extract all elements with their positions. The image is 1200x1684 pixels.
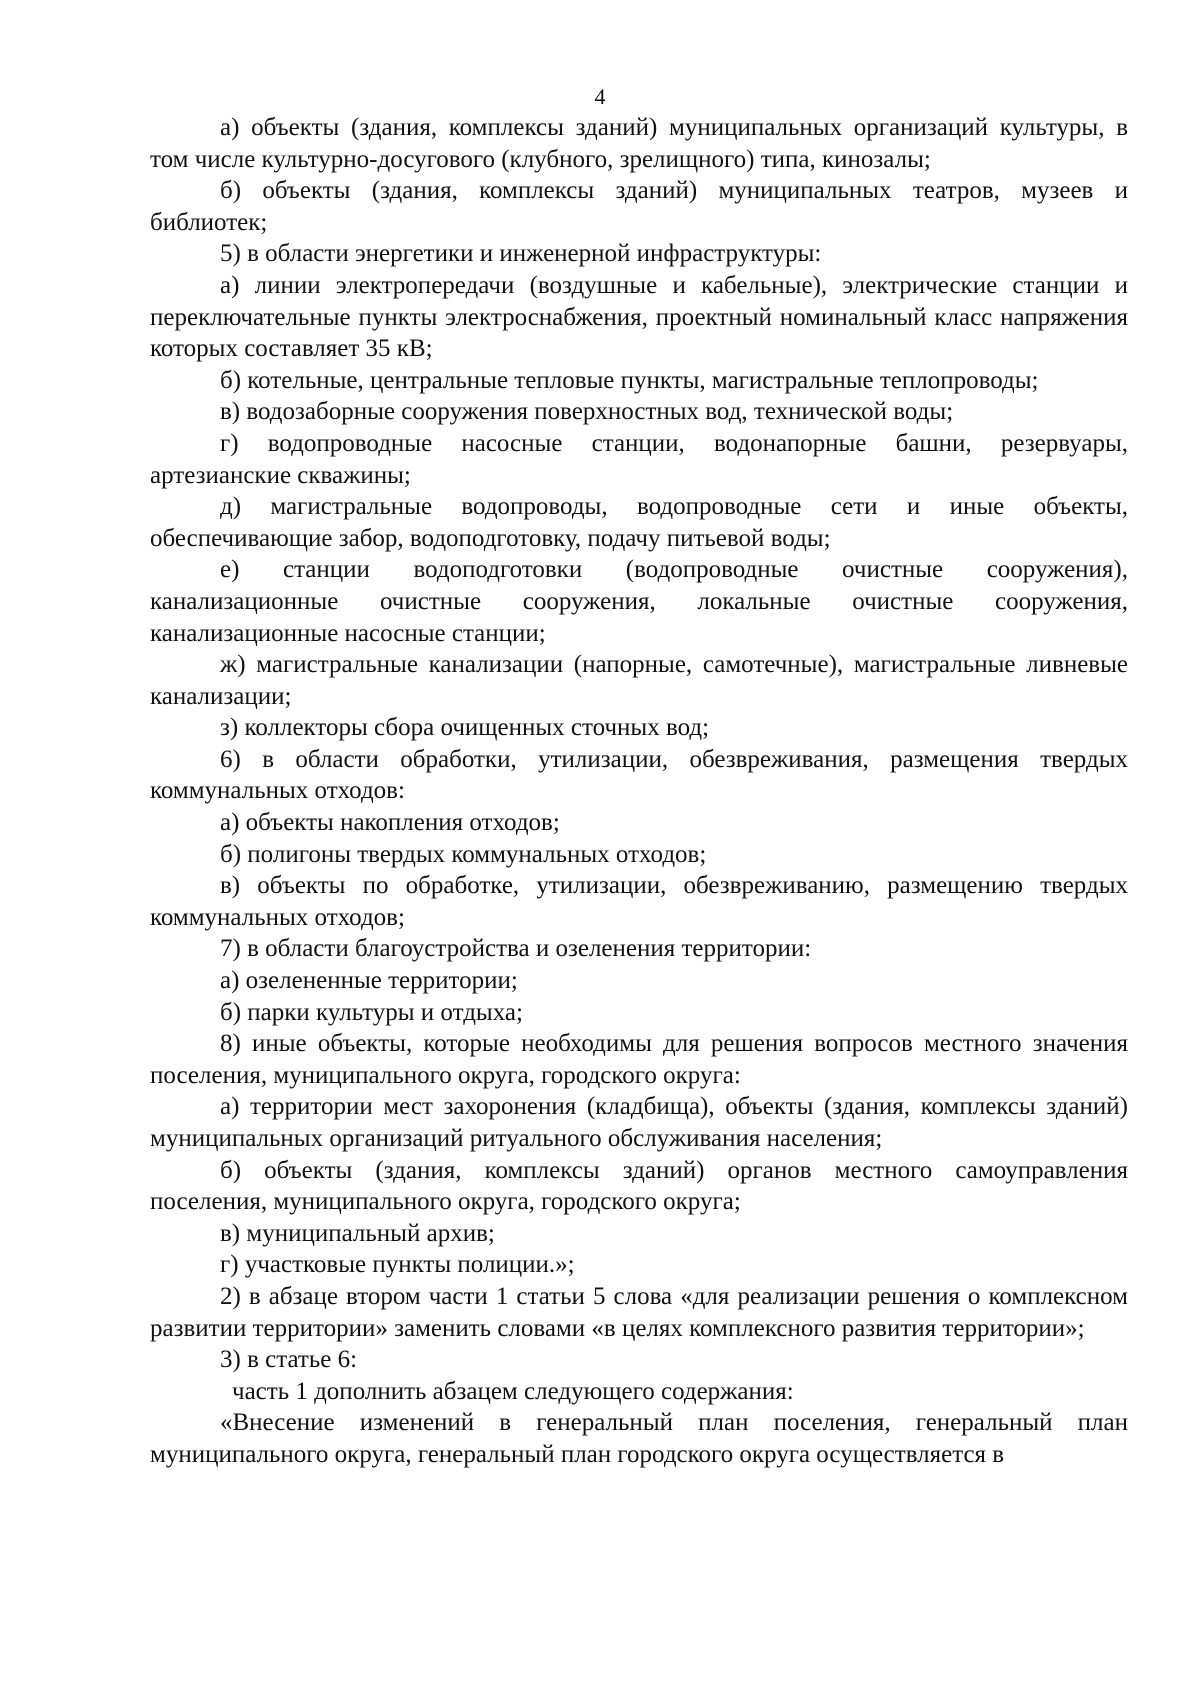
paragraph-4b-theatres-museums: б) объекты (здания, комплексы зданий) муниципальных театров, музеев и библиотек; <box>150 177 1128 236</box>
paragraph-8a-cemeteries: а) территории мест захоронения (кладбища), объекты (здания, комплексы зданий) муниципальных организаций ритуального обслуживания населения; <box>150 1093 1128 1152</box>
paragraph-general-plan-changes: «Внесение изменений в генеральный план поселения, генеральный план муниципального округа, генеральный план городского округа осуществляется в <box>150 1409 1128 1468</box>
paragraph-6b-landfills: б) полигоны твердых коммунальных отходов; <box>220 840 707 868</box>
paragraph-6v-waste-processing: в) объекты по обработке, утилизации, обезвреживанию, размещению твердых коммунальных отходов; <box>150 872 1128 931</box>
paragraph-3-article-6: 3) в статье 6: <box>220 1346 358 1374</box>
paragraph-5a-power-lines: а) линии электропередачи (воздушные и кабельные), электрические станции и переключательные пункты электроснабжения, проектный номинальный класс напряжения которых составляет 35 кВ; <box>150 271 1128 363</box>
document-body <box>150 112 1128 1471</box>
paragraph-8b-local-government: б) объекты (здания, комплексы зданий) органов местного самоуправления поселения, муниципального округа, городского округа; <box>150 1156 1128 1216</box>
paragraph-part-1-addition: часть 1 дополнить абзацем следующего содержания: <box>232 1377 794 1405</box>
paragraph-7a-green-areas: а) озелененные территории; <box>220 967 518 995</box>
paragraph-5-energy-infrastructure: 5) в области энергетики и инженерной инфраструктуры: <box>220 240 822 268</box>
paragraph-5g-pumping-stations: г) водопроводные насосные станции, водонапорные башни, резервуары, артезианские скважины; <box>150 429 1128 489</box>
paragraph-4a-culture-objects: а) объекты (здания, комплексы зданий) муниципальных организаций культуры, в том числе культурно-досугового (клубного, зрелищного) типа, кинозалы; <box>150 114 1128 173</box>
page-number: 4 <box>594 84 606 109</box>
paragraph-8v-archive: в) муниципальный архив; <box>220 1219 495 1247</box>
paragraph-5zh-sewerage: ж) магистральные канализации (напорные, самотечные), магистральные ливневые канализации; <box>150 651 1128 710</box>
paragraph-5v-water-intake: в) водозаборные сооружения поверхностных вод, технической воды; <box>220 398 954 426</box>
paragraph-6a-waste-accumulation: а) объекты накопления отходов; <box>220 809 560 837</box>
paragraph-8g-police-posts: г) участковые пункты полиции.»; <box>220 1251 575 1279</box>
paragraph-8-other-objects: 8) иные объекты, которые необходимы для решения вопросов местного значения поселения, муниципального округа, городского округа: <box>150 1030 1128 1089</box>
paragraph-5z-collectors: з) коллекторы сбора очищенных сточных вод; <box>220 714 710 742</box>
paragraph-5d-water-mains: д) магистральные водопроводы, водопроводные сети и иные объекты, обеспечивающие забор, водоподготовку, подачу питьевой воды; <box>150 493 1128 552</box>
paragraph-7-landscaping: 7) в области благоустройства и озеленения территории: <box>220 935 812 963</box>
paragraph-5b-boiler-houses: б) котельные, центральные тепловые пункты, магистральные теплопроводы; <box>220 366 1039 394</box>
paragraph-5e-treatment-stations: е) станции водоподготовки (водопроводные очистные сооружения), канализационные очистные сооружения, локальные очистные сооружения, канализационные насосные станции; <box>150 556 1128 647</box>
paragraph-2-amendment-article-5: 2) в абзаце втором части 1 статьи 5 слова «для реализации решения о комплексном развитии территории» заменить словами «в целях комплексного развития территории»; <box>150 1282 1128 1342</box>
paragraph-6-waste-management: 6) в области обработки, утилизации, обезвреживания, размещения твердых коммунальных отходов: <box>150 745 1128 805</box>
paragraph-7b-parks: б) парки культуры и отдыха; <box>220 998 523 1026</box>
